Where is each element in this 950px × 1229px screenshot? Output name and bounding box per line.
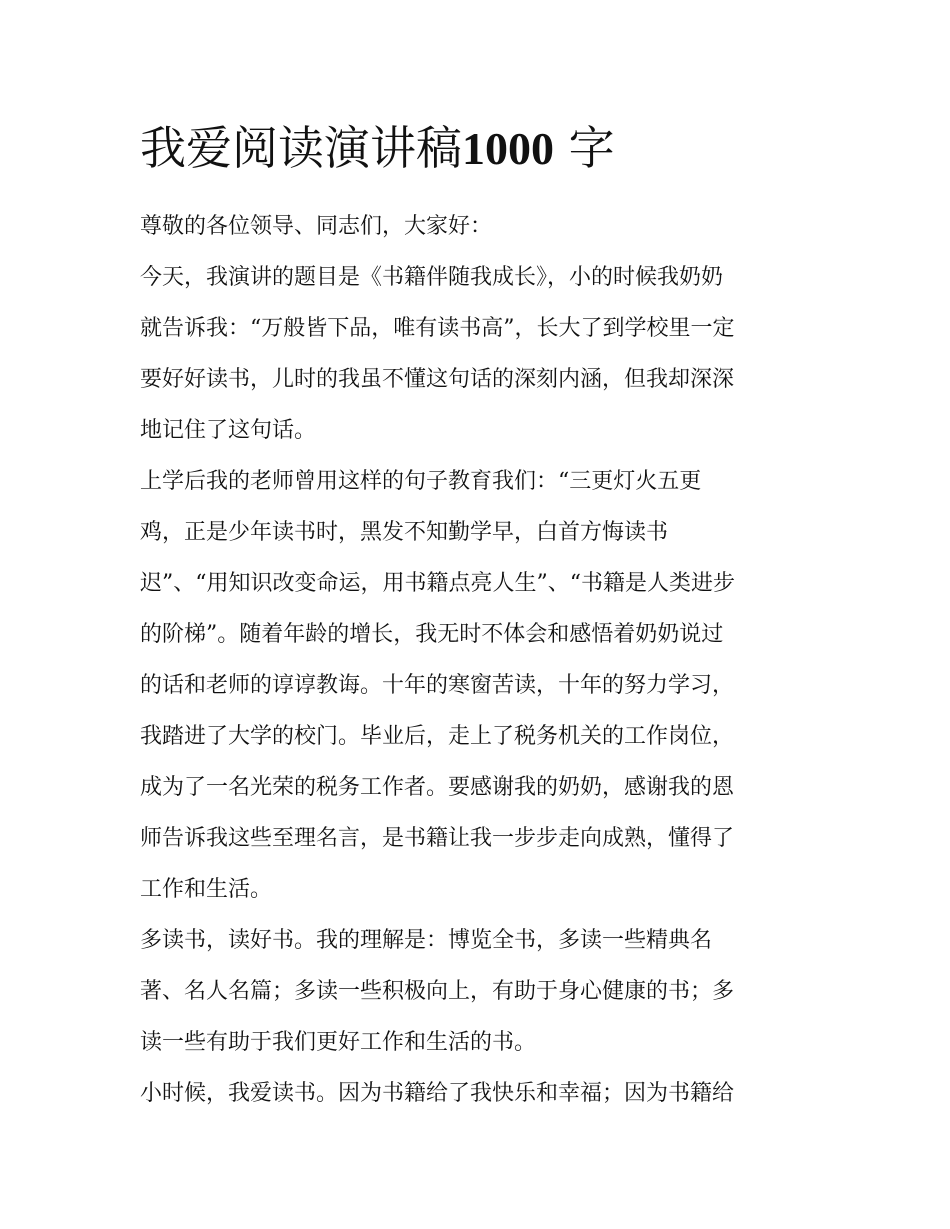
document-title — [140, 118, 820, 179]
paragraph-line: 的话和老师的谆谆教诲。十年的寒窗苦读，十年的努力学习， — [140, 673, 735, 698]
paragraph-line: 的阶梯”。随着年龄的增长，我无时不体会和感悟着奶奶说过 — [140, 622, 724, 647]
paragraph-line: 就告诉我：“万般皆下品，唯有读书高”，长大了到学校里一定 — [140, 316, 735, 341]
title-suffix — [554, 121, 569, 175]
paragraph-line: 鸡，正是少年读书时，黑发不知勤学早，白首方悔读书 — [140, 520, 669, 545]
paragraph-line: 我踏进了大学的校门。毕业后，走上了税务机关的工作岗位， — [140, 724, 735, 749]
paragraph-line: 多读书，读好书。我的理解是：博览全书，多读一些精典名 — [140, 928, 713, 953]
title-unit: 字 — [568, 121, 615, 175]
title-text: 我爱阅读演讲稿 — [140, 121, 462, 175]
paragraph-line: 今天，我演讲的题目是《书籍伴随我成长》，小的时候我奶奶 — [140, 265, 724, 290]
paragraph-line: 地记住了这句话。 — [140, 418, 317, 443]
paragraph-line: 上学后我的老师曾用这样的句子教育我们：“三更灯火五更 — [140, 469, 702, 494]
paragraph-line: 著、名人名篇；多读一些积极向上，有助于身心健康的书；多 — [140, 979, 735, 1004]
paragraph-line: 要好好读书，儿时的我虽不懂这句话的深刻内涵，但我却深深 — [140, 367, 735, 392]
document-page — [140, 118, 820, 1119]
paragraph-line: 成为了一名光荣的税务工作者。要感谢我的奶奶，感谢我的恩 — [140, 775, 735, 800]
paragraph-line: 迟”、“用知识改变命运，用书籍点亮人生”、“书籍是人类进步 — [140, 571, 735, 596]
paragraph-line: 工作和生活。 — [140, 877, 273, 902]
document-body — [140, 201, 820, 1119]
paragraph-line: 读一些有助于我们更好工作和生活的书。 — [140, 1030, 537, 1055]
title-number: 1000 — [462, 123, 554, 174]
paragraph-line: 师告诉我这些至理名言，是书籍让我一步步走向成熟，懂得了 — [140, 826, 735, 851]
greeting-line: 尊敬的各位领导、同志们，大家好： — [140, 214, 493, 239]
paragraph-line: 小时候，我爱读书。因为书籍给了我快乐和幸福；因为书籍给 — [140, 1081, 735, 1106]
